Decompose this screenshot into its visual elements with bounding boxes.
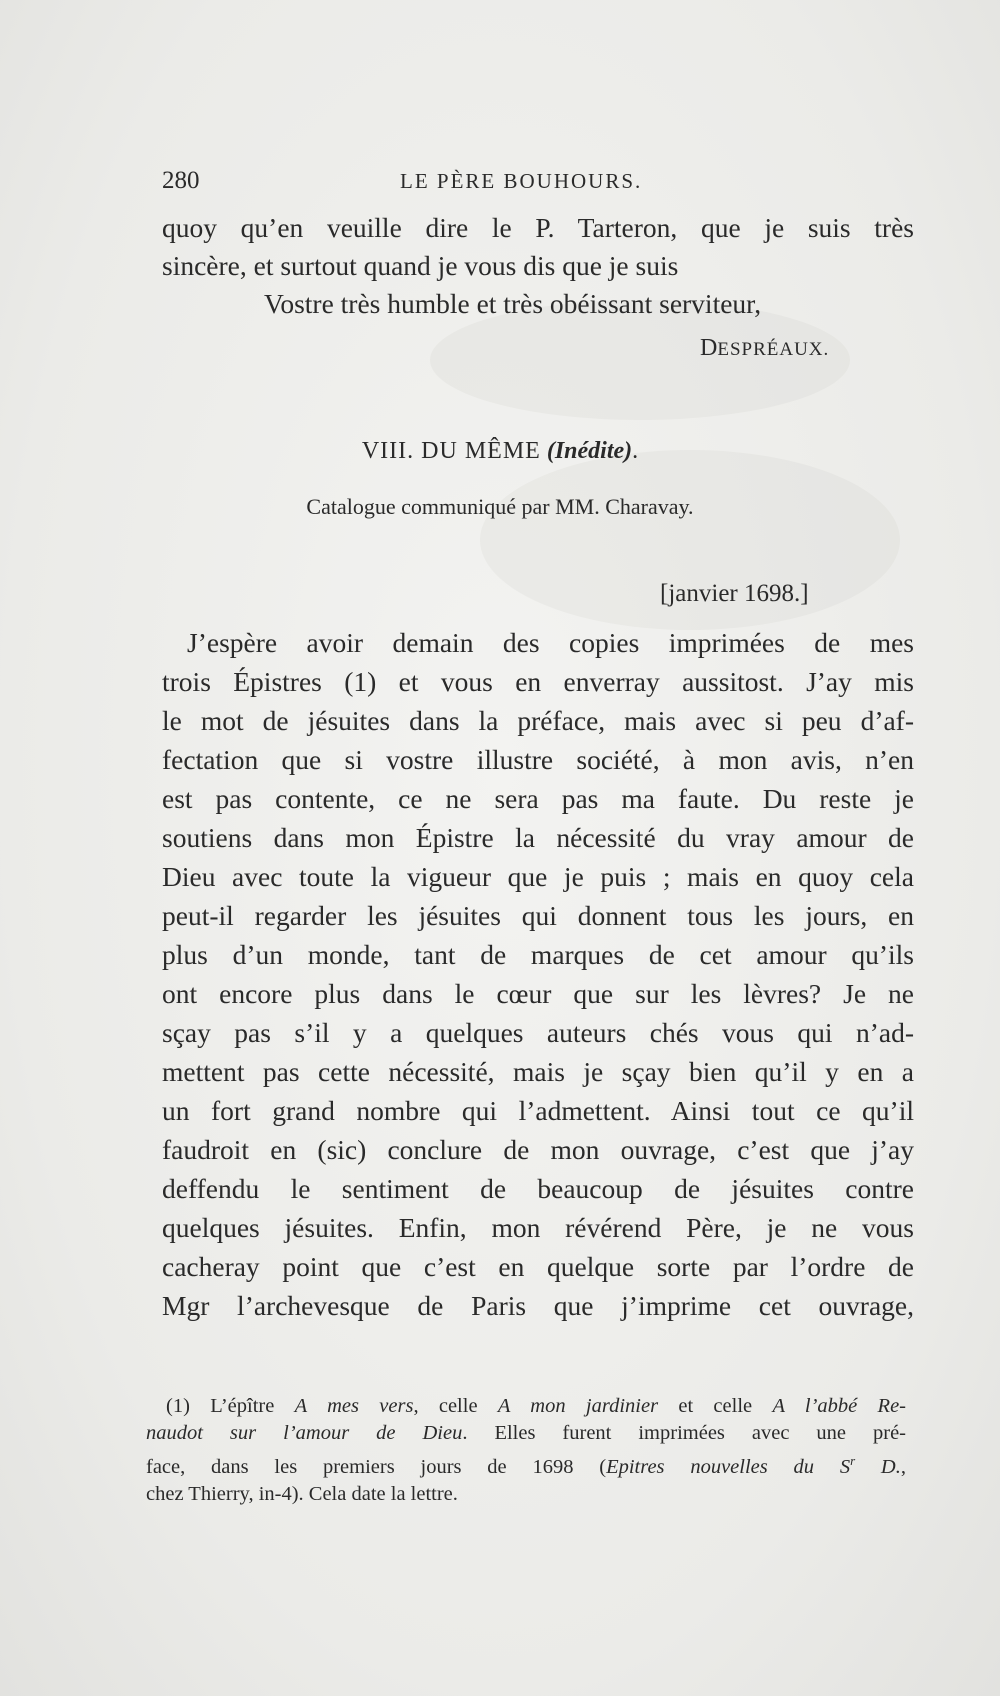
body-line: Dieu avec toute la vigueur que je puis ; mais en quoy cela — [162, 861, 914, 892]
body-line: le mot de jésuites dans la préface, mais avec si peu d’af- — [162, 705, 914, 736]
body-line: ont encore plus dans le cœur que sur les lèvres? Je ne — [162, 978, 914, 1009]
body-line: plus d’un monde, tant de marques de cet amour qu’ils — [162, 939, 914, 970]
footnote-line: naudot sur l’amour de Dieu. Elles furent imprimées avec une pré- — [146, 1422, 906, 1444]
section-number: VIII. DU MÊME — [361, 438, 541, 464]
body-line: Mgr l’archevesque de Paris que j’imprime cet ouvrage, — [162, 1290, 914, 1321]
body-line: sçay pas s’il y a quelques auteurs chés vous qui n’ad- — [162, 1017, 914, 1048]
letter-closing: Vostre très humble et très obéissant serviteur, — [264, 288, 762, 319]
signature-rest: ESPRÉAUX. — [717, 339, 830, 360]
page-header — [162, 167, 914, 203]
body-line: faudroit en (sic) conclure de mon ouvrage, c’est que j’ay — [162, 1134, 914, 1165]
body-line: trois Épistres (1) et vous en enverray aussitost. J’ay mis — [162, 666, 914, 697]
body-line: un fort grand nombre qui l’admettent. Ainsi tout ce qu’il — [162, 1095, 914, 1126]
letter-date: [janvier 1698.] — [660, 580, 809, 607]
footnote-line: face, dans les premiers jours de 1698 (Epitres nouvelles du S$^r$ D., — [146, 1453, 906, 1478]
body-line: cacheray point que c’est en quelque sorte par l’ordre de — [162, 1251, 914, 1282]
letter-line: quoy qu’en veuille dire le P. Tarteron, que je suis très — [162, 212, 914, 243]
body-line: soutiens dans mon Épistre la nécessité du vray amour de — [162, 822, 914, 853]
section-period: . — [632, 438, 639, 464]
footnote — [146, 1393, 906, 1508]
footnote-line: (1) L’épître A mes vers, celle A mon jardinier et celle A l’abbé Re- — [166, 1395, 907, 1417]
body-line: est pas contente, ce ne sera pas ma faute. Du reste je — [162, 783, 914, 814]
signature — [700, 335, 829, 362]
running-title: LE PÈRE BOUHOURS. — [400, 169, 643, 193]
signature-initial: D — [700, 335, 718, 361]
body-line: quelques jésuites. Enfin, mon révérend Père, je ne vous — [162, 1212, 914, 1243]
body-line: deffendu le sentiment de beaucoup de jésuites contre — [162, 1173, 914, 1204]
footnote-line: chez Thierry, in-4). Cela date la lettre. — [146, 1482, 458, 1505]
body-line: fectation que si vostre illustre société, à mon avis, n’en — [162, 744, 914, 775]
page-number: 280 — [162, 167, 200, 194]
body-line: peut-il regarder les jésuites qui donnent tous les jours, en — [162, 900, 914, 931]
body-line: mettent pas cette nécessité, mais je sçay bien qu’il y en a — [162, 1056, 914, 1087]
catalogue-credit: Catalogue communiqué par MM. Charavay. — [306, 494, 694, 519]
section-title — [0, 438, 1000, 465]
letter-line: sincère, et surtout quand je vous dis que je suis — [162, 250, 679, 281]
body-line: J’espère avoir demain des copies imprimées de mes — [187, 627, 914, 658]
section-note: (Inédite) — [546, 438, 633, 464]
